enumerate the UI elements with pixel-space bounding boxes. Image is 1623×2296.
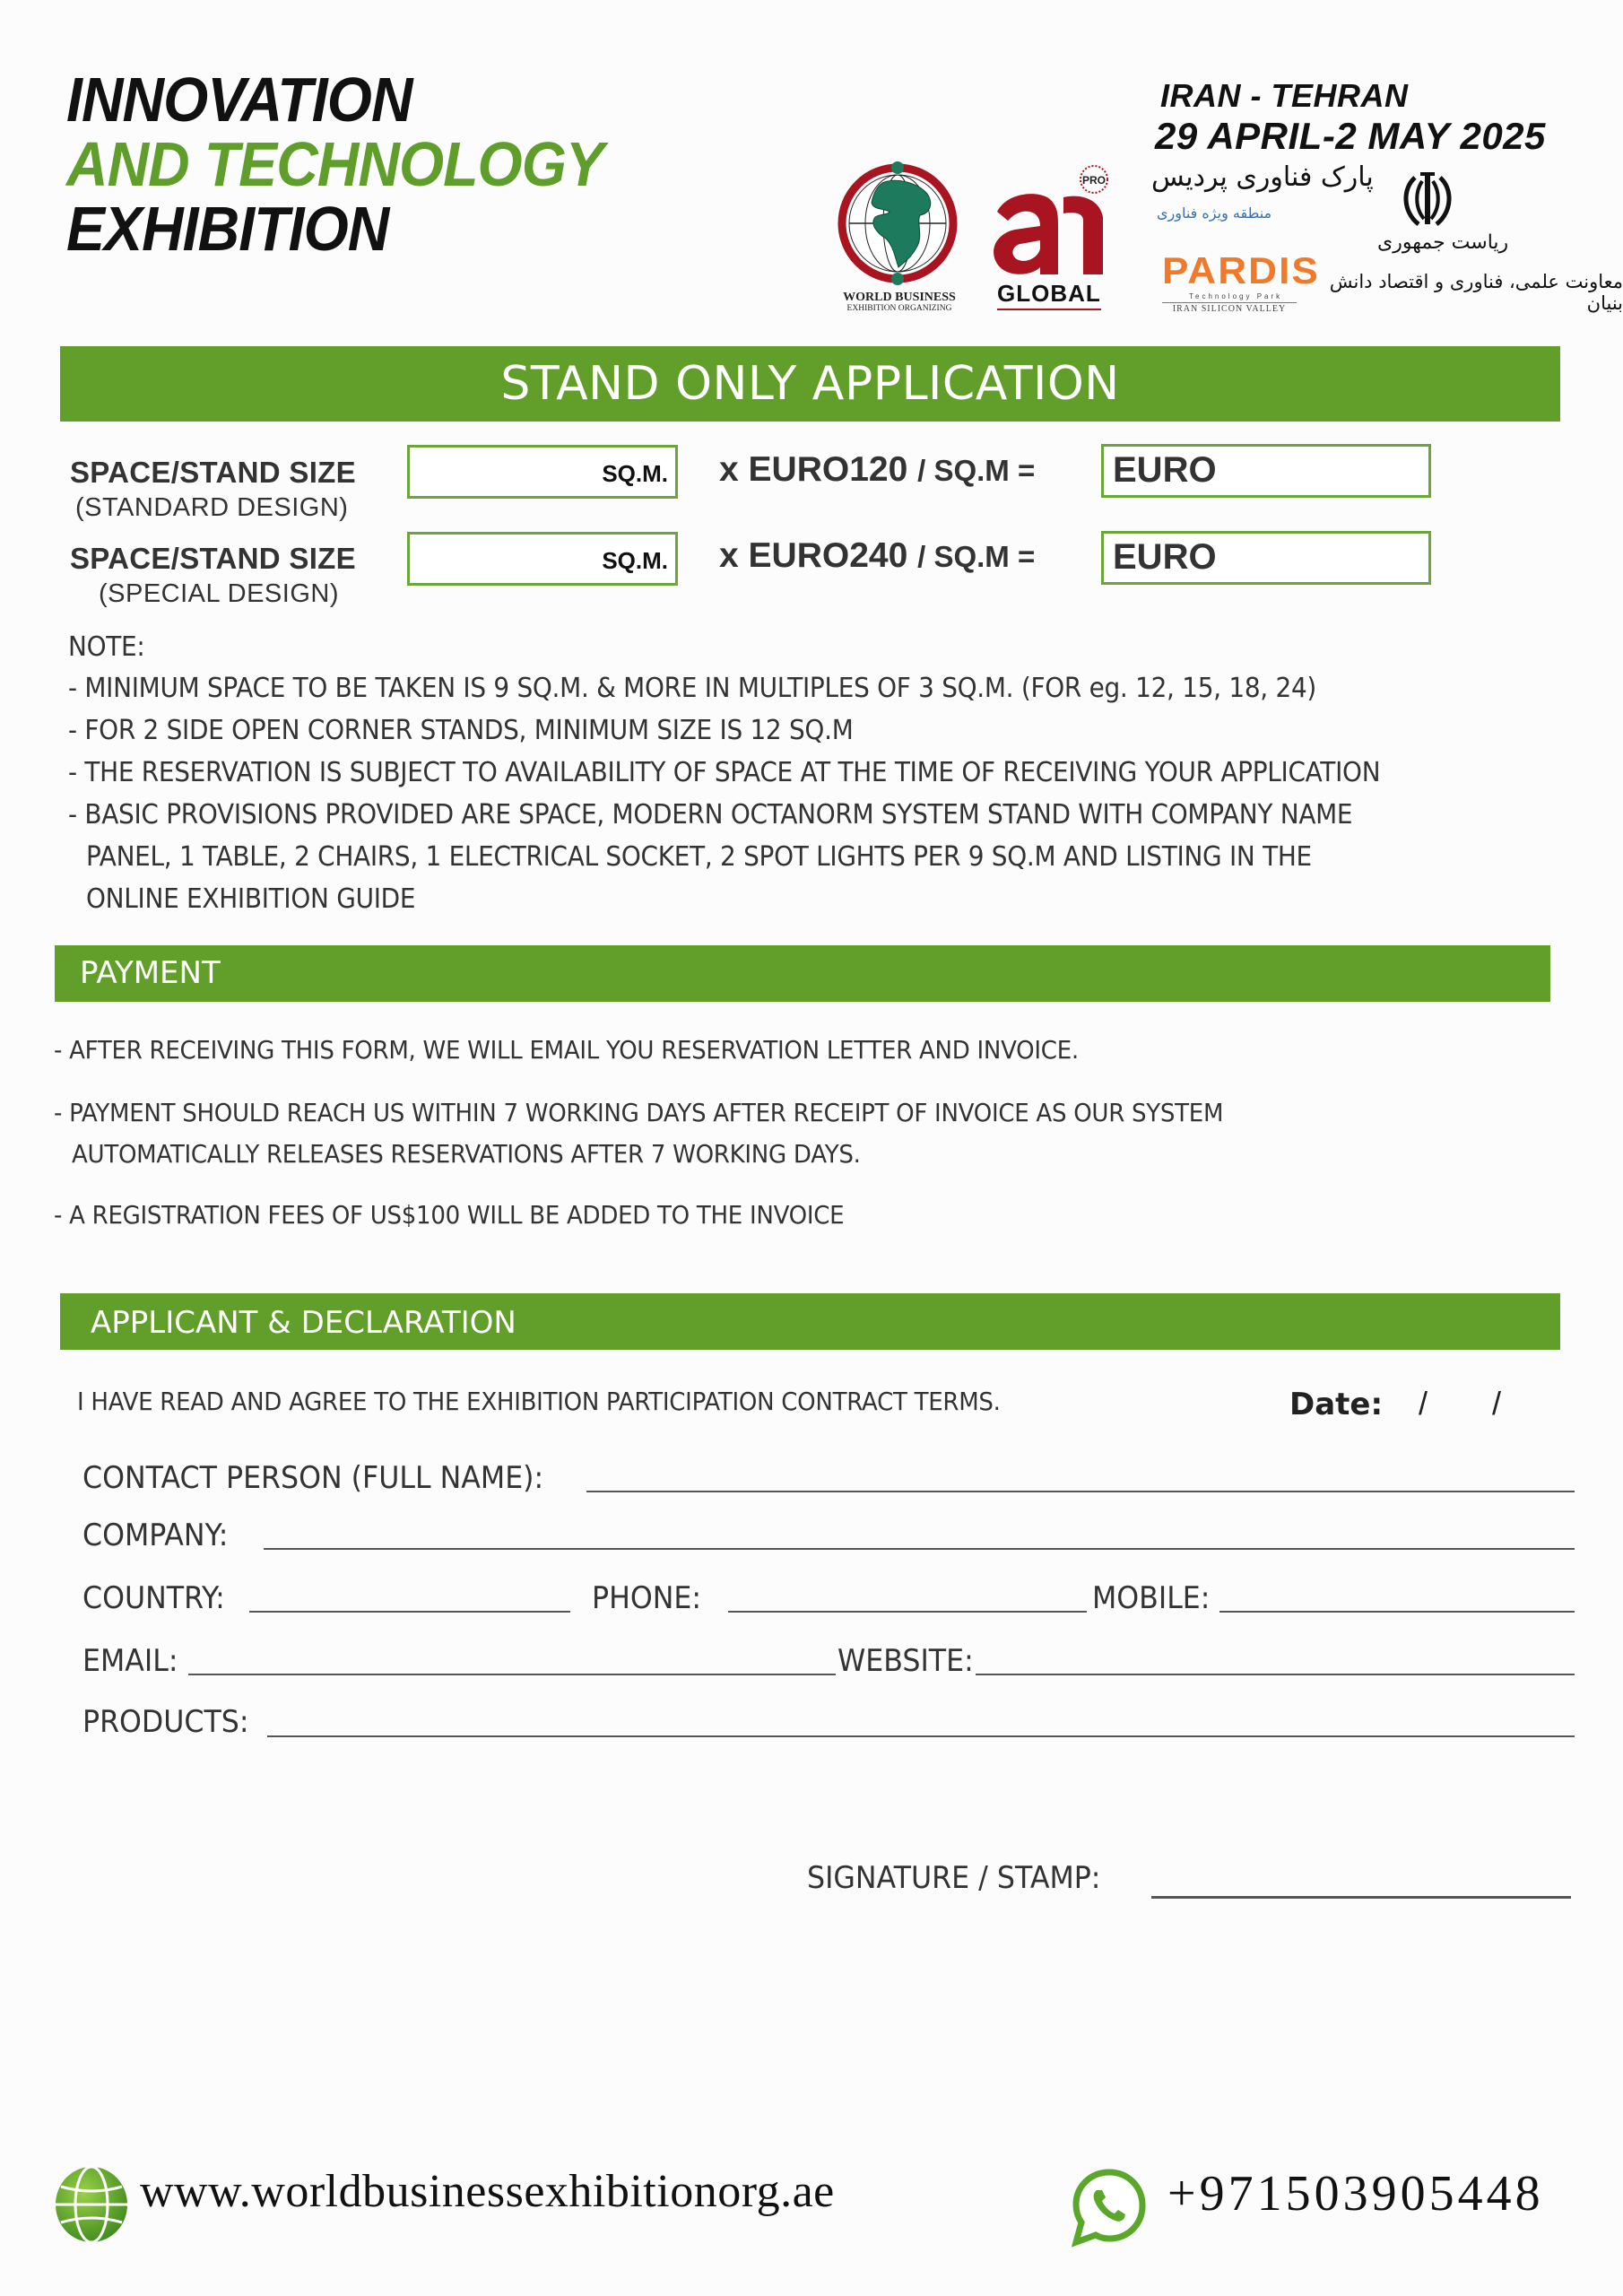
- note-item: - BASIC PROVISIONS PROVIDED ARE SPACE, MODERN OCTANORM SYSTEM STAND WITH COMPANY NAME: [68, 799, 1353, 831]
- pardis-logo-text: PARDIS: [1162, 249, 1320, 291]
- stand-size-sublabel: (SPECIAL DESIGN): [99, 579, 339, 608]
- note-item: - THE RESERVATION IS SUBJECT TO AVAILABILITY OF SPACE AT THE TIME OF RECEIVING YOUR APPLICATION: [68, 757, 1381, 788]
- stand-size-label: SPACE/STAND SIZE: [70, 542, 356, 575]
- mobile-field[interactable]: [1219, 1611, 1575, 1613]
- payment-item: - AFTER RECEIVING THIS FORM, WE WILL EMAIL YOU RESERVATION LETTER AND INVOICE.: [54, 1035, 1079, 1065]
- date-year-field[interactable]: [1510, 1385, 1564, 1421]
- company-label: COMPANY:: [82, 1518, 229, 1553]
- pardis-tagline: IRAN SILICON VALLEY: [1162, 302, 1297, 314]
- contact-person-field[interactable]: [586, 1491, 1575, 1492]
- title-line-1: INNOVATION: [66, 65, 412, 135]
- pardis-subtitle: Technology Park: [1189, 292, 1283, 300]
- rate-unit: / SQ.M =: [917, 540, 1036, 573]
- country-field[interactable]: [249, 1611, 570, 1613]
- email-field[interactable]: [188, 1674, 836, 1675]
- signature-label: SIGNATURE / STAMP:: [807, 1860, 1101, 1896]
- stand-size-label: SPACE/STAND SIZE: [70, 456, 356, 489]
- event-dates: 29 APRIL-2 MAY 2025: [1155, 115, 1546, 157]
- payment-item-continued: AUTOMATICALLY RELEASES RESERVATIONS AFTER 7 WORKING DAYS.: [72, 1139, 861, 1169]
- whatsapp-icon: [1069, 2167, 1150, 2248]
- pardis-persian-subtitle: منطقه ویژه فناوری: [1157, 204, 1272, 222]
- globe-logo-icon: [830, 158, 965, 289]
- sqm-unit-label: SQ.M.: [602, 460, 668, 487]
- mobile-label: MOBILE:: [1092, 1580, 1211, 1616]
- sqm-unit-label: SQ.M.: [602, 547, 668, 574]
- date-separator: /: [1419, 1385, 1428, 1422]
- wbeo-caption-2: EXHIBITION ORGANIZING: [846, 304, 952, 313]
- payment-item: - PAYMENT SHOULD REACH US WITHIN 7 WORKING DAYS AFTER RECEIPT OF INVOICE AS OUR SYSTEM: [54, 1098, 1224, 1127]
- standard-rate: [719, 450, 1035, 490]
- note-item-continued: PANEL, 1 TABLE, 2 CHAIRS, 1 ELECTRICAL SOCKET, 2 SPOT LIGHTS PER 9 SQ.M AND LISTING IN THE: [86, 841, 1312, 873]
- special-size-input[interactable]: [407, 532, 678, 586]
- note-item-continued: ONLINE EXHIBITION GUIDE: [86, 883, 416, 915]
- ai-global-mark-icon: [988, 161, 1114, 278]
- standard-total-input[interactable]: [1101, 444, 1431, 498]
- website-field[interactable]: [976, 1674, 1575, 1675]
- rate-unit: / SQ.M =: [917, 454, 1036, 487]
- special-total-currency: EURO: [1113, 537, 1217, 577]
- date-month-field[interactable]: [1435, 1385, 1488, 1421]
- iran-emblem-icon: [1395, 169, 1460, 233]
- applicant-section-header: APPLICANT & DECLARATION: [60, 1293, 1560, 1350]
- payment-section-header: PAYMENT: [55, 945, 1550, 1002]
- special-total-input[interactable]: [1101, 531, 1431, 585]
- phone-field[interactable]: [728, 1611, 1087, 1613]
- wbeo-caption-1: WORLD BUSINESS: [843, 291, 956, 304]
- iran-emblem: [1395, 169, 1460, 233]
- email-label: EMAIL:: [82, 1643, 178, 1679]
- event-location: IRAN - TEHRAN: [1160, 77, 1409, 114]
- website-link[interactable]: www.worldbusinessexhibitionorg.ae: [140, 2166, 835, 2217]
- payment-item: - A REGISTRATION FEES OF US$100 WILL BE ADDED TO THE INVOICE: [54, 1200, 845, 1230]
- rate-price: x EURO120: [719, 450, 908, 489]
- date-day-field[interactable]: [1377, 1385, 1413, 1421]
- gov-title-persian: ریاست جمهوری: [1377, 231, 1509, 254]
- website-label: WEBSITE:: [838, 1643, 974, 1679]
- gov-subtitle-persian: معاونت علمی، فناوری و اقتصاد دانش بنیان: [1329, 271, 1623, 314]
- ai-global-text: GLOBAL: [997, 280, 1101, 310]
- products-label: PRODUCTS:: [82, 1704, 249, 1740]
- svg-text:PRO: PRO: [1081, 174, 1107, 187]
- company-field[interactable]: [264, 1548, 1575, 1550]
- phone-label: PHONE:: [592, 1580, 702, 1616]
- title-line-3: EXHIBITION: [66, 194, 389, 264]
- wbeo-logo: [830, 158, 965, 289]
- stand-application-banner: STAND ONLY APPLICATION: [60, 346, 1560, 422]
- date-separator: /: [1492, 1385, 1502, 1422]
- stand-size-sublabel: (STANDARD DESIGN): [75, 493, 349, 522]
- standard-total-currency: EURO: [1113, 450, 1217, 490]
- products-field[interactable]: [267, 1735, 1575, 1737]
- note-item: - MINIMUM SPACE TO BE TAKEN IS 9 SQ.M. & MORE IN MULTIPLES OF 3 SQ.M. (FOR eg. 12, 15, 18, 24): [68, 673, 1317, 704]
- ai-global-logo: [988, 161, 1114, 278]
- note-item: - FOR 2 SIDE OPEN CORNER STANDS, MINIMUM SIZE IS 12 SQ.M: [68, 715, 854, 746]
- special-rate: [719, 536, 1035, 576]
- rate-price: x EURO240: [719, 536, 908, 575]
- globe-icon: [52, 2165, 131, 2244]
- whatsapp-phone-number[interactable]: +971503905448: [1167, 2166, 1544, 2222]
- notes-heading: NOTE:: [68, 631, 145, 663]
- standard-size-input[interactable]: [407, 445, 678, 499]
- contact-person-label: CONTACT PERSON (FULL NAME):: [82, 1460, 544, 1496]
- pardis-persian-title: پارک فناوری پردیس: [1151, 161, 1374, 193]
- title-line-2: AND TECHNOLOGY: [66, 129, 603, 199]
- country-label: COUNTRY:: [82, 1580, 225, 1616]
- declaration-text: I HAVE READ AND AGREE TO THE EXHIBITION PARTICIPATION CONTRACT TERMS.: [77, 1387, 1001, 1416]
- date-label: Date:: [1289, 1387, 1384, 1422]
- signature-field[interactable]: [1151, 1896, 1571, 1899]
